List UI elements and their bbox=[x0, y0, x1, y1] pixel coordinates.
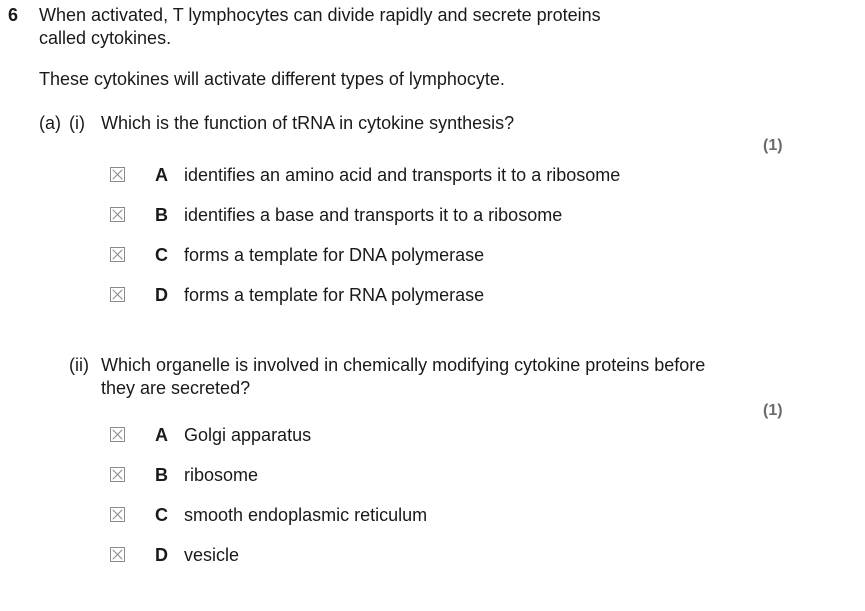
cross-box-icon bbox=[111, 208, 124, 221]
question-number: 6 bbox=[8, 5, 19, 25]
option-letter: D bbox=[155, 285, 168, 305]
option-text: vesicle bbox=[184, 545, 240, 565]
answer-checkbox-a-i-C[interactable] bbox=[110, 247, 125, 262]
answer-checkbox-a-i-B[interactable] bbox=[110, 207, 125, 222]
option-text: ribosome bbox=[184, 465, 259, 485]
cross-box-icon bbox=[111, 428, 124, 441]
cross-box-icon bbox=[111, 248, 124, 261]
part-ii-label: (ii) bbox=[69, 355, 89, 375]
answer-checkbox-a-ii-A[interactable] bbox=[110, 427, 125, 442]
answer-checkbox-a-ii-C[interactable] bbox=[110, 507, 125, 522]
cross-box-icon bbox=[111, 288, 124, 301]
part-a-ii-question-line-2: they are secreted? bbox=[101, 378, 251, 398]
option-letter: C bbox=[155, 505, 168, 525]
question-intro-paragraph-2: These cytokines will activate different types of lymphocyte. bbox=[39, 69, 505, 89]
option-text: Golgi apparatus bbox=[184, 425, 312, 445]
cross-box-icon bbox=[111, 168, 124, 181]
option-letter: B bbox=[155, 205, 168, 225]
option-letter: D bbox=[155, 545, 168, 565]
cross-box-icon bbox=[111, 508, 124, 521]
option-text: forms a template for RNA polymerase bbox=[184, 285, 485, 305]
answer-checkbox-a-i-A[interactable] bbox=[110, 167, 125, 182]
part-a-i-question-text: Which is the function of tRNA in cytokine synthesis? bbox=[101, 113, 515, 133]
part-a-i-marks: (1) bbox=[763, 137, 783, 154]
answer-checkbox-a-i-D[interactable] bbox=[110, 287, 125, 302]
part-a-ii-marks: (1) bbox=[763, 402, 783, 419]
option-text: forms a template for DNA polymerase bbox=[184, 245, 485, 265]
part-i-label: (i) bbox=[69, 113, 85, 133]
option-text: identifies a base and transports it to a ribosome bbox=[184, 205, 563, 225]
part-a-label: (a) bbox=[39, 113, 61, 133]
part-a-ii-question-line-1: Which organelle is involved in chemically modifying cytokine proteins before bbox=[101, 355, 706, 375]
option-text: smooth endoplasmic reticulum bbox=[184, 505, 428, 525]
option-letter: B bbox=[155, 465, 168, 485]
cross-box-icon bbox=[111, 548, 124, 561]
answer-checkbox-a-ii-D[interactable] bbox=[110, 547, 125, 562]
answer-checkbox-a-ii-B[interactable] bbox=[110, 467, 125, 482]
cross-box-icon bbox=[111, 468, 124, 481]
option-letter: C bbox=[155, 245, 168, 265]
question-intro-line-2: called cytokines. bbox=[39, 28, 172, 48]
option-text: identifies an amino acid and transports it to a ribosome bbox=[184, 165, 621, 185]
question-intro-line-1: When activated, T lymphocytes can divide rapidly and secrete proteins bbox=[39, 5, 601, 25]
option-letter: A bbox=[155, 425, 168, 445]
option-letter: A bbox=[155, 165, 168, 185]
